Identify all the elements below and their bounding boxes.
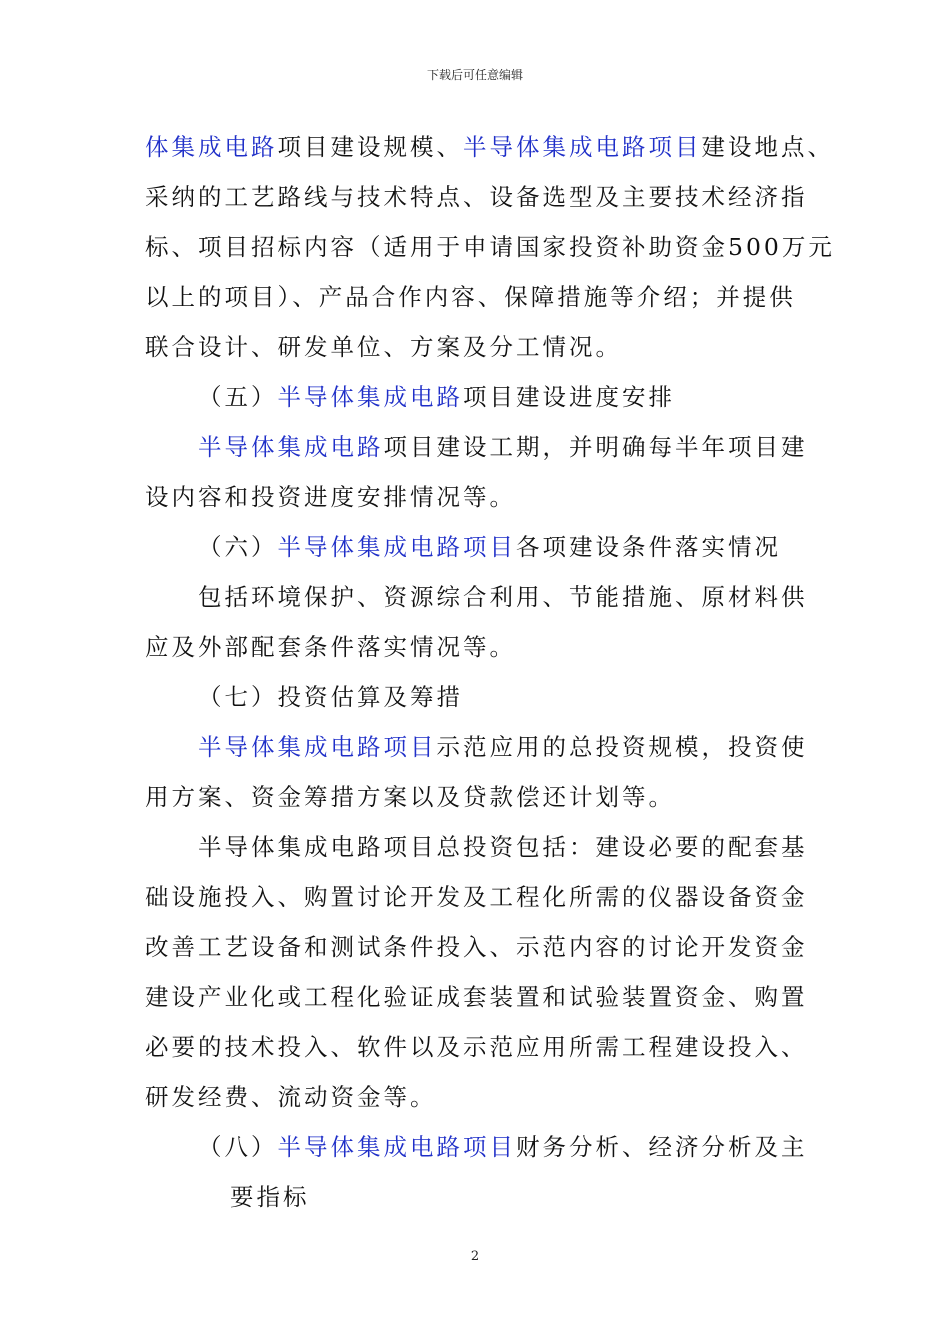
section-number: （八） bbox=[198, 1133, 278, 1161]
highlight-term: 半导体集成电路项目 bbox=[277, 533, 516, 561]
text-line: 半导体集成电路项目总投资包括：建设必要的配套基 bbox=[198, 833, 808, 861]
text-span: 财务分析、经济分析及主 bbox=[516, 1133, 808, 1161]
highlight-term: 半导体集成电路项目 bbox=[277, 1133, 516, 1161]
text-line: 改善工艺设备和测试条件投入、示范内容的讨论开发资金 bbox=[145, 933, 808, 961]
text-line: 要指标 bbox=[230, 1183, 310, 1211]
text-line: 必要的技术投入、软件以及示范应用所需工程建设投入、 bbox=[145, 1033, 808, 1061]
text-span: 示范应用的总投资规模，投资使 bbox=[436, 733, 808, 761]
text-line: 以上的项目）、产品合作内容、保障措施等介绍；并提供 bbox=[145, 283, 796, 311]
highlight-term: 半导体集成电路项目 bbox=[463, 133, 702, 161]
text-line bbox=[198, 732, 808, 762]
text-line: 包括环境保护、资源综合利用、节能措施、原材料供 bbox=[198, 583, 808, 611]
section-heading-5 bbox=[198, 382, 675, 412]
text-line: 用方案、资金筹措方案以及贷款偿还计划等。 bbox=[145, 783, 675, 811]
text-line: 研发经费、流动资金等。 bbox=[145, 1083, 437, 1111]
text-span: 项目建设规模、 bbox=[277, 133, 463, 161]
highlight-term: 半导体集成电路项目 bbox=[198, 733, 437, 761]
highlight-term: 体集成电路 bbox=[145, 133, 278, 161]
text-line: 础设施投入、购置讨论开发及工程化所需的仪器设备资金 bbox=[145, 883, 808, 911]
text-line: 应及外部配套条件落实情况等。 bbox=[145, 633, 516, 661]
text-span: 建设地点、 bbox=[701, 133, 834, 161]
section-heading-8 bbox=[198, 1132, 808, 1162]
section-heading-7: （七）投资估算及筹措 bbox=[198, 683, 463, 711]
page-number: 2 bbox=[470, 1249, 480, 1264]
section-heading-6 bbox=[198, 532, 781, 562]
highlight-term: 半导体集成电路 bbox=[277, 383, 463, 411]
highlight-term: 半导体集成电路 bbox=[198, 433, 384, 461]
page-header: 下载后可任意编辑 bbox=[426, 68, 523, 82]
text-line bbox=[198, 432, 808, 462]
text-line bbox=[145, 132, 834, 162]
text-line: 设内容和投资进度安排情况等。 bbox=[145, 483, 516, 511]
text-span: 项目建设进度安排 bbox=[463, 383, 675, 411]
text-line: 标、项目招标内容（适用于申请国家投资补助资金500万元 bbox=[145, 233, 835, 261]
text-span: 项目建设工期，并明确每半年项目建 bbox=[383, 433, 808, 461]
section-number: （六） bbox=[198, 533, 278, 561]
text-line: 采纳的工艺路线与技术特点、设备选型及主要技术经济指 bbox=[145, 183, 808, 211]
text-line: 联合设计、研发单位、方案及分工情况。 bbox=[145, 333, 622, 361]
text-line: 建设产业化或工程化验证成套装置和试验装置资金、购置 bbox=[145, 983, 808, 1011]
text-span: 各项建设条件落实情况 bbox=[516, 533, 781, 561]
section-number: （五） bbox=[198, 383, 278, 411]
